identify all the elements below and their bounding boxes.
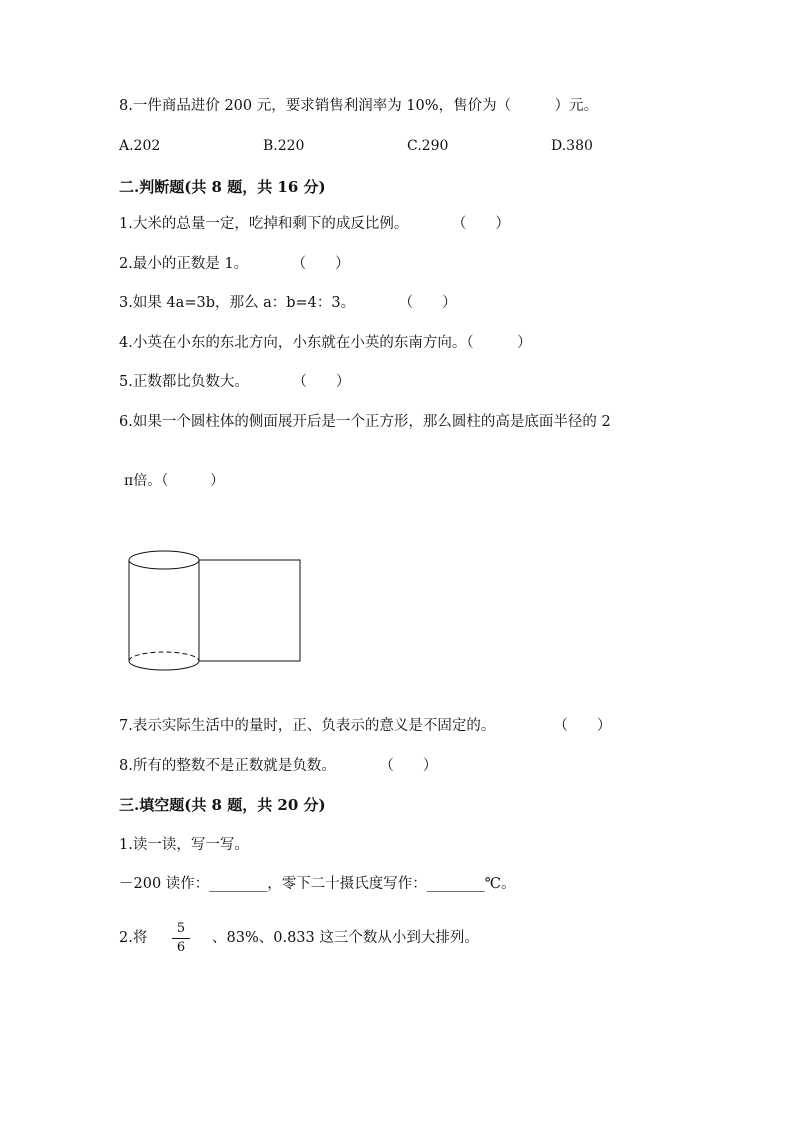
section-2-heading: 二.判断题(共 8 题，共 16 分)	[119, 178, 326, 196]
question-8-choice: 8.一件商品进价 200 元，要求销售利润率为 10%，售价为（ ）元。	[119, 98, 599, 114]
fill-q2-suffix: 、83%、0.833 这三个数从小到大排列。	[212, 930, 479, 946]
option-c: C.290	[407, 138, 449, 154]
fill-q1-title: 1.读一读，写一写。	[119, 837, 249, 853]
judge-item-5: 5.正数都比负数大。 （ ）	[119, 374, 351, 390]
fill-q1-line: －200 读作：________，零下二十摄氏度写作：________℃。	[119, 876, 516, 892]
judge-item-4: 4.小英在小东的东北方向，小东就在小英的东南方向。（ ）	[119, 335, 532, 351]
judge-item-6-continued: π倍。（ ）	[124, 473, 225, 489]
judge-item-2: 2.最小的正数是 1。 （ ）	[119, 256, 350, 272]
option-b: B.220	[263, 138, 305, 154]
fill-q2-prefix: 2.将	[119, 930, 148, 946]
fraction-numerator: 5	[176, 921, 186, 936]
judge-item-1: 1.大米的总量一定，吃掉和剩下的成反比例。 （ ）	[119, 216, 510, 232]
option-d: D.380	[551, 138, 593, 154]
fraction-five-sixths	[170, 921, 192, 956]
judge-item-7: 7.表示实际生活中的量时，正、负表示的意义是不固定的。 （ ）	[119, 718, 612, 734]
cylinder-unfold-figure	[126, 545, 306, 679]
section-3-heading: 三.填空题(共 8 题，共 20 分)	[119, 796, 326, 814]
judge-item-8: 8.所有的整数不是正数就是负数。 （ ）	[119, 758, 438, 774]
judge-item-3: 3.如果 4a=3b，那么 a：b=4：3。 （ ）	[119, 295, 457, 311]
fraction-denominator: 6	[176, 940, 186, 955]
option-a: A.202	[119, 138, 161, 154]
judge-item-6: 6.如果一个圆柱体的侧面展开后是一个正方形，那么圆柱的高是底面半径的 2	[119, 414, 611, 430]
fraction-bar	[172, 938, 190, 939]
